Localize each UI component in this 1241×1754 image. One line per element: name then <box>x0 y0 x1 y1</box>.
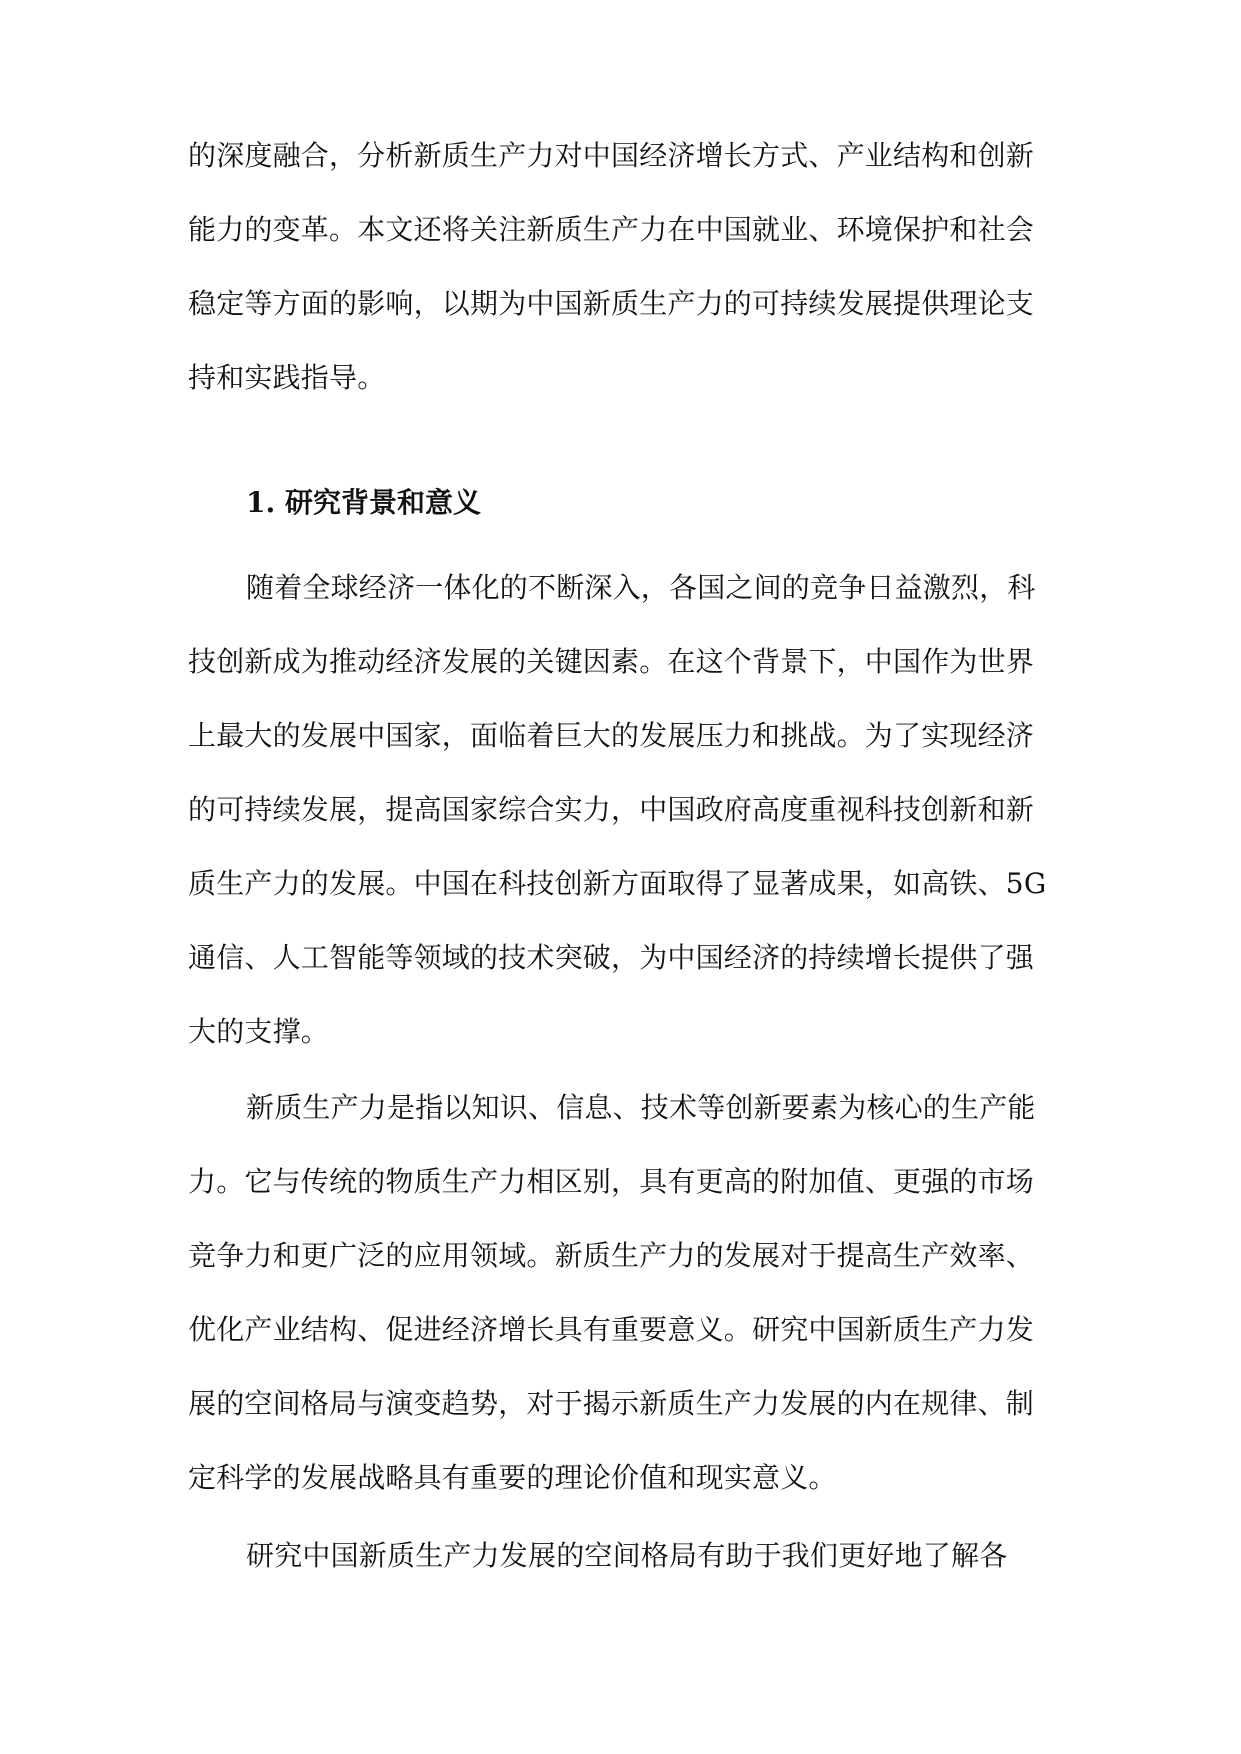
text-line: 随着全球经济一体化的不断深入，各国之间的竞争日益激烈，科 <box>246 571 1036 604</box>
text-line: 稳定等方面的影响，以期为中国新质生产力的可持续发展提供理论支 <box>188 287 1035 320</box>
text-line: 能力的变革。本文还将关注新质生产力在中国就业、环境保护和社会 <box>188 213 1035 246</box>
paragraph-spatial <box>188 1519 1048 1593</box>
text-line: 质生产力的发展。中国在科技创新方面取得了显著成果，如高铁、5G <box>188 867 1047 900</box>
text-line: 通信、人工智能等领域的技术突破，为中国经济的持续增长提供了强 <box>188 941 1035 974</box>
text-line: 力。它与传统的物质生产力相区别，具有更高的附加值、更强的市场 <box>188 1165 1035 1198</box>
text-line: 的可持续发展，提高国家综合实力，中国政府高度重视科技创新和新 <box>188 793 1035 826</box>
paragraph-definition <box>188 1071 1048 1515</box>
text-line: 上最大的发展中国家，面临着巨大的发展压力和挑战。为了实现经济 <box>188 719 1035 752</box>
text-line: 技创新成为推动经济发展的关键因素。在这个背景下，中国作为世界 <box>188 645 1035 678</box>
section-heading: 1. 研究背景和意义 <box>246 486 481 519</box>
text-line: 大的支撑。 <box>188 1015 330 1048</box>
paragraph-intro <box>188 119 1048 415</box>
text-line: 研究中国新质生产力发展的空间格局有助于我们更好地了解各 <box>246 1539 1008 1572</box>
text-line: 竞争力和更广泛的应用领域。新质生产力的发展对于提高生产效率、 <box>188 1239 1035 1272</box>
text-line: 优化产业结构、促进经济增长具有重要意义。研究中国新质生产力发 <box>188 1313 1035 1346</box>
text-line: 定科学的发展战略具有重要的理论价值和现实意义。 <box>188 1461 837 1494</box>
paragraph-background <box>188 551 1048 1069</box>
text-line: 新质生产力是指以知识、信息、技术等创新要素为核心的生产能 <box>246 1091 1036 1124</box>
text-line: 展的空间格局与演变趋势，对于揭示新质生产力发展的内在规律、制 <box>188 1387 1035 1420</box>
text-line: 的深度融合，分析新质生产力对中国经济增长方式、产业结构和创新 <box>188 139 1035 172</box>
text-line: 持和实践指导。 <box>188 361 386 394</box>
